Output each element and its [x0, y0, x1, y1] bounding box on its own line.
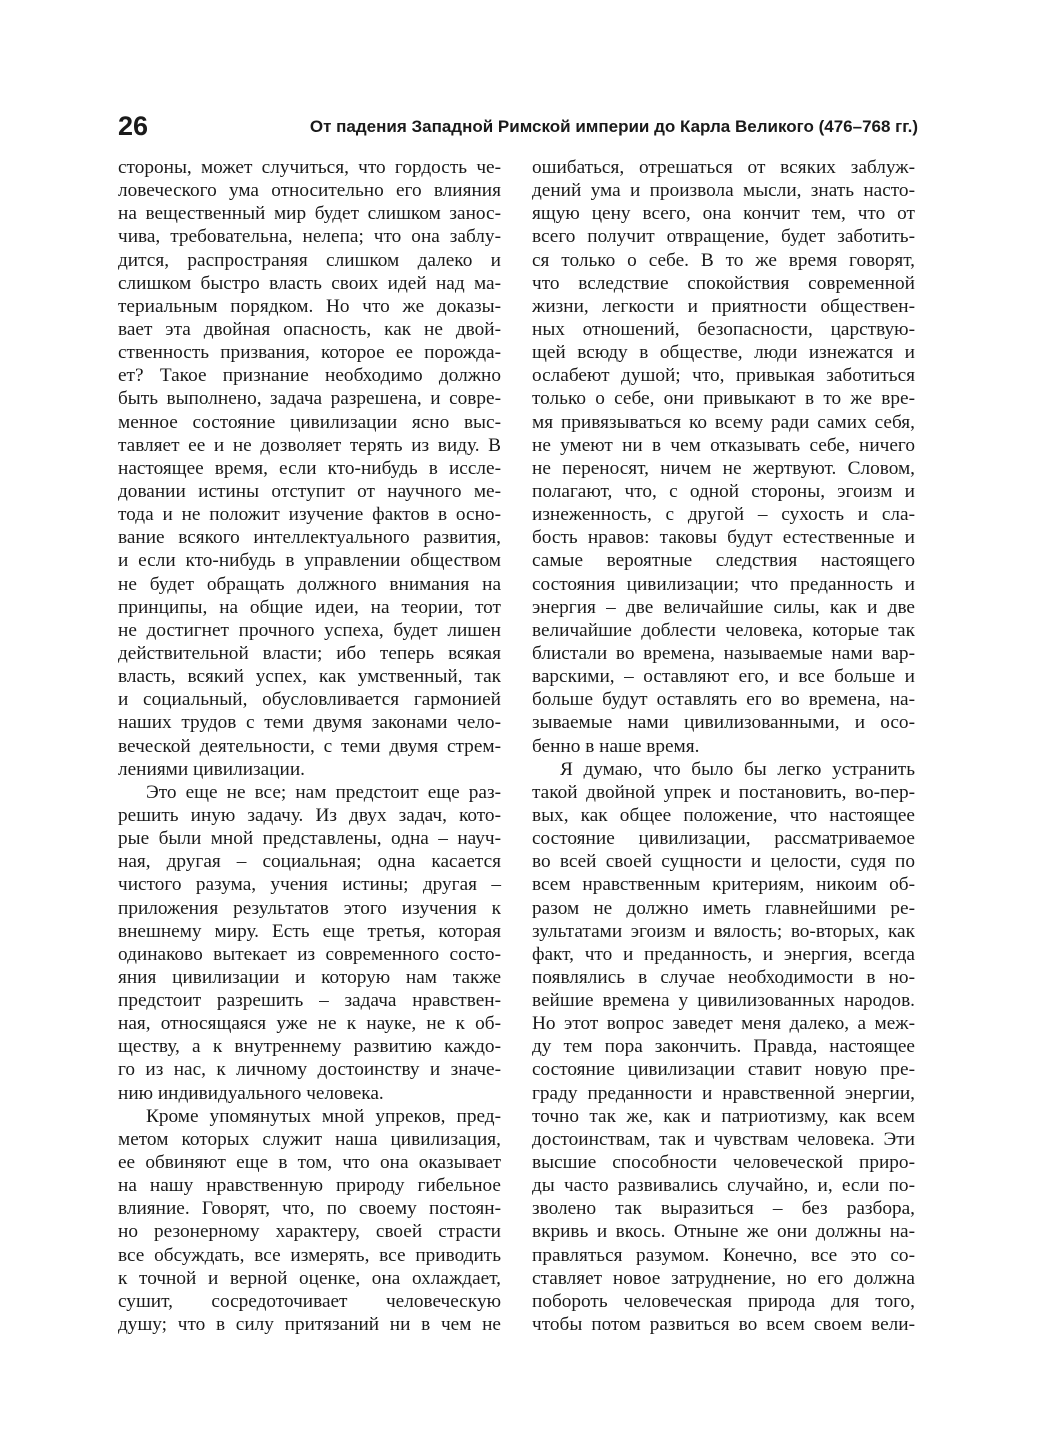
text-line: больше будут оставлять его во времена, на-	[532, 689, 915, 711]
text-line: тода и не положит изучение фактов в осно-	[118, 504, 501, 526]
text-line: достоинствам, так и чувствам человека. Эти	[532, 1128, 915, 1150]
text-line: вейшие времена у цивилизованных народов.	[532, 990, 915, 1012]
text-line: изнеженность, с другой – сухость и сла-	[532, 504, 915, 526]
text-line: настоящее время, если кто-нибудь в иссле-	[118, 457, 501, 479]
text-line: на вещественный мир будет слишком занос-	[118, 203, 501, 225]
text-line: не будет обращать должного внимания на	[118, 573, 501, 595]
text-line: ных отношений, безопасности, царствую-	[532, 318, 915, 340]
text-line: вых, как общее положение, что настоящее	[532, 804, 915, 826]
text-line: всего получит отвращение, будет заботить-	[532, 226, 915, 248]
text-line: не достигнет прочного успеха, будет лишен	[118, 619, 501, 641]
text-line: териальным порядком. Но что же доказы-	[118, 295, 501, 317]
text-line: дений ума и произвола мысли, знать насто-	[532, 180, 915, 202]
text-line: мя привязываться ко всему ради самих себя,	[532, 411, 915, 433]
text-line: варскими, – оставляют его, и все больше и	[532, 666, 915, 688]
text-line: все обсуждать, все измерять, все приводить	[118, 1244, 501, 1266]
text-line: к точной и верной оценке, она охлаждает,	[118, 1267, 501, 1289]
text-line: вание всякого интеллектуального развития,	[118, 527, 501, 549]
text-line: Но этот вопрос заведет меня далеко, а меж-	[532, 1013, 915, 1035]
text-line: во всей своей сущности и целости, судя по	[532, 851, 915, 873]
text-line: правляться разумом. Конечно, все это со-	[532, 1244, 915, 1266]
text-line: менное состояние цивилизации ясно выс-	[118, 411, 501, 433]
running-head	[118, 108, 918, 144]
text-line: го из нас, к личному достоинству и значе-	[118, 1059, 501, 1081]
text-line: лениями цивилизации.	[118, 758, 305, 780]
text-line: быть выполнено, задача разрешена, и совре-	[118, 388, 501, 410]
text-line: вает эта двойная опасность, как не двой-	[118, 318, 501, 340]
text-line: ослабеют душой; что, привыкая заботиться	[532, 365, 915, 387]
text-line: но резонерному характеру, своей страсти	[118, 1221, 501, 1243]
text-line: влияние. Говорят, что, по своему постоян-	[118, 1198, 501, 1220]
text-line: власть, всякий успех, как умственный, так	[118, 666, 501, 688]
text-line: граду преданности и нравственной энергии,	[532, 1082, 915, 1104]
text-line: состояние цивилизации ставит новую пре-	[532, 1059, 915, 1081]
text-line: не переносят, ничем не жертвуют. Словом,	[532, 457, 915, 479]
text-line: ная, другая – социальная; одна касается	[118, 851, 501, 873]
text-line: стороны, может случиться, что гордость че-	[118, 157, 501, 178]
text-line: ставляет новое затруднение, но его должна	[532, 1267, 915, 1289]
text-line: что вследствие спокойствия современной	[532, 272, 915, 294]
left-text-column	[118, 156, 501, 1336]
text-line: на нашу нравственную природу гибельное	[118, 1175, 501, 1197]
right-text-column	[532, 156, 915, 1336]
text-line: ды часто развивались случайно, и, если по-	[532, 1175, 915, 1197]
text-line: дится, распространяя слишком далеко и	[118, 249, 501, 271]
text-line: яния цивилизации и которую нам также	[118, 966, 501, 988]
text-line: чистого разума, учения истины; другая –	[118, 874, 501, 896]
text-line: внешнему миру. Есть еще третья, которая	[118, 920, 501, 942]
text-line: бость нравов: таковы будут естественные и	[532, 527, 915, 549]
text-line: не умеют ни в чем отказывать себе, ничего	[532, 434, 915, 456]
text-line: разом не должно иметь главнейшими ре-	[532, 897, 915, 919]
text-line: и социальный, обусловливается гармонией	[118, 689, 501, 711]
text-line: приложения результатов этого изучения к	[118, 897, 501, 919]
text-line: предстоит разрешить – задача нравствен-	[118, 990, 501, 1012]
text-line: тавляет ее и не дозволяет терять из виду. В	[118, 434, 501, 456]
text-line: нию индивидуального человека.	[118, 1082, 384, 1104]
text-line: всем нравственным критериям, никоим об-	[532, 874, 915, 896]
text-line: величайшие доблести человека, которые так	[532, 619, 915, 641]
text-line: ду тем пора закончить. Правда, настоящее	[532, 1036, 915, 1058]
text-line: ет? Такое признание необходимо должно	[118, 365, 501, 387]
text-line: точно так же, как и патриотизму, как всем	[532, 1105, 915, 1127]
text-line: зволено так выразиться – без разбора,	[532, 1198, 915, 1220]
text-line: ловеческого ума относительно его влияния	[118, 180, 501, 202]
text-line: ошибаться, отрешаться от всяких заблуж-	[532, 157, 915, 178]
running-title: От падения Западной Римской империи до Карла Великого (476–768 гг.)	[309, 117, 918, 136]
text-line: такой двойной упрек и постановить, во-пер-	[532, 781, 915, 803]
text-line: и если кто-нибудь в управлении обществом	[118, 550, 501, 572]
text-line: чтобы потом развиться во всем своем вели-	[532, 1314, 915, 1336]
text-line: ее обвиняют еще в том, что она оказывает	[118, 1152, 501, 1174]
text-line: побороть человеческая природа для того,	[532, 1290, 915, 1312]
text-line: щей всюду в обществе, люди изнежатся и	[532, 342, 915, 364]
text-line: бенно в наше время.	[532, 735, 700, 757]
text-line: высшие способности человеческой приро-	[532, 1152, 915, 1174]
text-line: метом которых служит наша цивилизация,	[118, 1128, 501, 1150]
text-line: факт, что и преданность, и энергия, всегда	[532, 943, 915, 965]
text-line: Кроме упомянутых мной упреков, пред-	[146, 1105, 501, 1127]
text-line: принципы, на общие идеи, на теории, тот	[118, 596, 501, 618]
text-line: состояния цивилизации; что преданность и	[532, 573, 915, 595]
text-line: самые вероятные следствия настоящего	[532, 550, 915, 572]
text-line: чива, требовательна, нелепа; что она заблу-	[118, 226, 501, 248]
text-line: рые были мной представлены, одна – науч-	[118, 828, 501, 850]
text-line: душу; что в силу притязаний ни в чем не	[118, 1314, 501, 1336]
text-line: веческой деятельности, с теми двумя стрем-	[118, 735, 501, 757]
text-line: ная, относящаяся уже не к науке, не к об-	[118, 1013, 501, 1035]
text-line: появлялись в случае необходимости в но-	[532, 966, 915, 988]
text-line: только о себе, они привыкают в то же вре-	[532, 388, 915, 410]
text-line: ся только о себе. В то же время говорят,	[532, 249, 915, 271]
text-line: Я думаю, что было бы легко устранить	[560, 758, 915, 780]
text-line: энергия – две величайшие силы, как и две	[532, 596, 915, 618]
text-line: вкривь и вкось. Отныне же они должны на-	[532, 1221, 915, 1243]
text-line: сушит, сосредоточивает человеческую	[118, 1290, 501, 1312]
text-line: действительной власти; ибо теперь всякая	[118, 642, 501, 664]
text-line: ществу, а к внутреннему развитию каждо-	[118, 1036, 501, 1058]
text-line: зываемые нами цивилизованными, и осо-	[532, 712, 915, 734]
text-line: состояние цивилизации, рассматриваемое	[532, 828, 915, 850]
text-line: наших трудов с теми двумя законами чело-	[118, 712, 501, 734]
text-line: Это еще не все; нам предстоит еще раз-	[146, 781, 501, 803]
text-line: жизни, легкости и приятности обществен-	[532, 295, 915, 317]
text-line: блистали во времена, называемые нами вар-	[532, 642, 915, 664]
text-line: зультатами эгоизм и вялость; во-вторых, как	[532, 920, 915, 942]
text-line: довании истины отступит от научного ме-	[118, 480, 501, 502]
text-line: слишком быстро власть своих идей над ма-	[118, 272, 501, 294]
text-line: полагают, что, с одной стороны, эгоизм и	[532, 480, 915, 502]
text-line: решить иную задачу. Из двух задач, кото-	[118, 804, 501, 826]
page-number: 26	[118, 111, 149, 141]
text-line: одинаково вытекает из современного состо-	[118, 943, 501, 965]
text-line: ственность призвания, которое ее порожда-	[118, 342, 501, 364]
text-line: ящую цену всего, она кончит тем, что от	[532, 203, 915, 225]
